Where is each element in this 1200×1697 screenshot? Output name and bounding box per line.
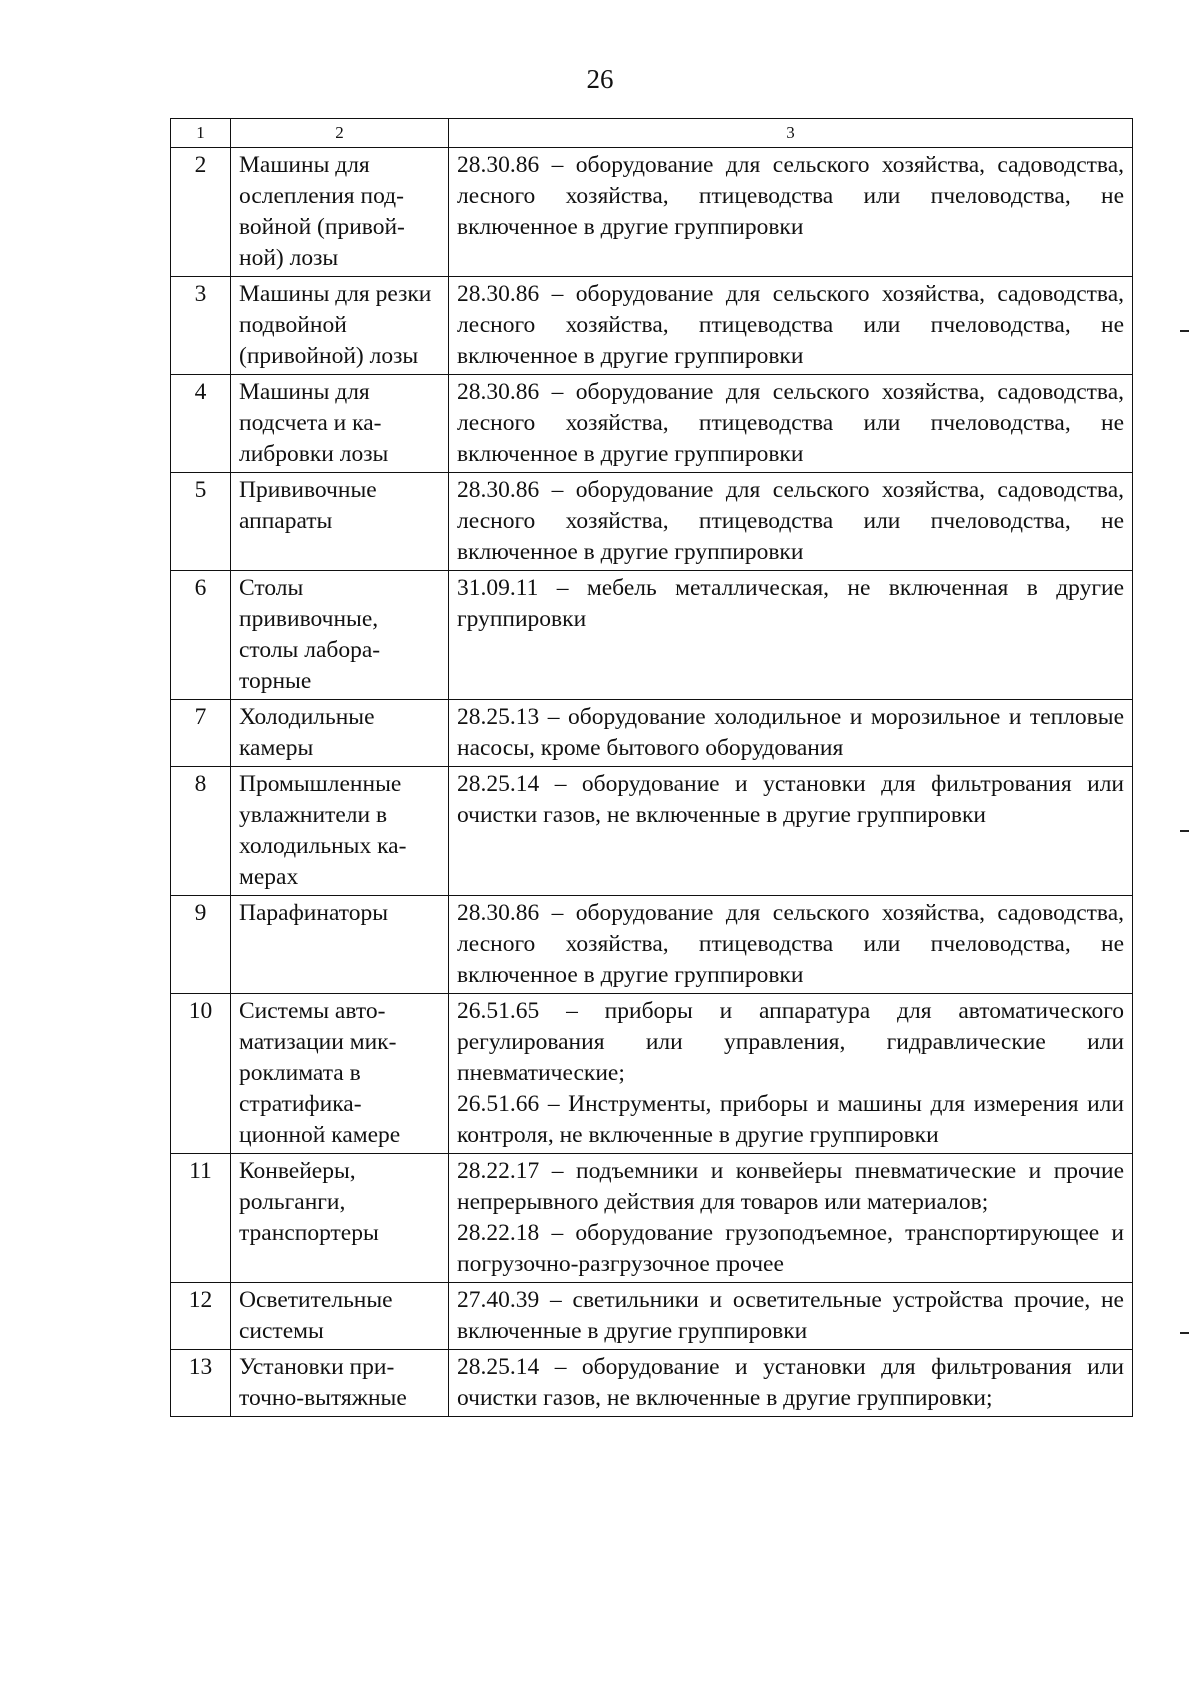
- okpd-code-entry: 26.51.65 – приборы и аппаратура для автоматического регулирования или управления, гидравлические или пневматические;: [457, 998, 1124, 1086]
- okpd-code-entry: 31.09.11 – мебель металлическая, не включенная в другие группировки: [457, 575, 1124, 632]
- okpd-codes: [449, 277, 1133, 375]
- equipment-name: Осветительные системы: [231, 1283, 449, 1350]
- row-number: 11: [171, 1154, 231, 1283]
- row-number: 5: [171, 473, 231, 571]
- row-number: 4: [171, 375, 231, 473]
- row-number: 13: [171, 1350, 231, 1417]
- okpd-codes: [449, 1154, 1133, 1283]
- table-header-row: [171, 119, 1133, 148]
- row-number: 9: [171, 896, 231, 994]
- row-number: 12: [171, 1283, 231, 1350]
- okpd-code-entry: 28.30.86 – оборудование для сельского хозяйства, садоводства, лесного хозяйства, птицеводства или пчеловодства, не включенное в другие группировки: [457, 900, 1124, 988]
- okpd-codes: [449, 375, 1133, 473]
- equipment-name: Машины для подсчета и калибровки лозы: [231, 375, 449, 473]
- row-number: 3: [171, 277, 231, 375]
- okpd-codes: [449, 700, 1133, 767]
- okpd-codes: [449, 473, 1133, 571]
- row-number: 8: [171, 767, 231, 896]
- equipment-name: Установки приточно-вытяжные: [231, 1350, 449, 1417]
- equipment-name: Столы прививочные, столы лабораторные: [231, 571, 449, 700]
- equipment-name: Парафинаторы: [231, 896, 449, 994]
- page-number: 26: [586, 64, 614, 94]
- equipment-table: [170, 118, 1133, 1417]
- okpd-codes: [449, 994, 1133, 1154]
- okpd-code-entry: 28.25.13 – оборудование холодильное и морозильное и тепловые насосы, кроме бытового оборудования: [457, 704, 1124, 761]
- column-header-3: 3: [449, 119, 1133, 148]
- okpd-code-entry: 28.22.17 – подъемники и конвейеры пневматические и прочие непрерывного действия для товаров или материалов;: [457, 1158, 1124, 1215]
- column-header-2: 2: [231, 119, 449, 148]
- equipment-name: Прививочные аппараты: [231, 473, 449, 571]
- okpd-code-entry: 28.30.86 – оборудование для сельского хозяйства, садоводства, лесного хозяйства, птицеводства или пчеловодства, не включенное в другие группировки: [457, 281, 1124, 369]
- okpd-code-entry: 28.30.86 – оборудование для сельского хозяйства, садоводства, лесного хозяйства, птицеводства или пчеловодства, не включенное в другие группировки: [457, 477, 1124, 565]
- table-row: [171, 277, 1133, 375]
- table-row: [171, 896, 1133, 994]
- equipment-name: Холодильные камеры: [231, 700, 449, 767]
- table-row: [171, 148, 1133, 277]
- margin-mark: [1180, 830, 1189, 832]
- okpd-code-entry: 28.25.14 – оборудование и установки для фильтрования или очистки газов, не включенные в другие группировки: [457, 771, 1124, 828]
- okpd-codes: [449, 896, 1133, 994]
- table-row: [171, 571, 1133, 700]
- row-number: 6: [171, 571, 231, 700]
- okpd-code-entry: 27.40.39 – светильники и осветительные устройства прочие, не включенные в другие группировки: [457, 1287, 1124, 1344]
- okpd-code-entry: 26.51.66 – Инструменты, приборы и машины для измерения или контроля, не включенные в другие группировки: [457, 1091, 1124, 1148]
- equipment-name: Машины для резки подвойной (привойной) лозы: [231, 277, 449, 375]
- okpd-codes: [449, 571, 1133, 700]
- column-header-1: 1: [171, 119, 231, 148]
- table-row: [171, 994, 1133, 1154]
- okpd-code-entry: 28.22.18 – оборудование грузоподъемное, транспортирующее и погрузочно-разгрузочное прочее: [457, 1220, 1124, 1277]
- equipment-name: Системы автоматизации микроклимата в стратификационной камере: [231, 994, 449, 1154]
- row-number: 10: [171, 994, 231, 1154]
- okpd-code-entry: 28.30.86 – оборудование для сельского хозяйства, садоводства, лесного хозяйства, птицеводства или пчеловодства, не включенное в другие группировки: [457, 379, 1124, 467]
- okpd-codes: [449, 767, 1133, 896]
- okpd-codes: [449, 1283, 1133, 1350]
- table-row: [171, 1154, 1133, 1283]
- okpd-codes: [449, 148, 1133, 277]
- row-number: 2: [171, 148, 231, 277]
- okpd-code-entry: 28.25.14 – оборудование и установки для фильтрования или очистки газов, не включенные в другие группировки;: [457, 1354, 1124, 1411]
- table-body: [171, 148, 1133, 1417]
- margin-mark: [1180, 1332, 1189, 1334]
- equipment-name: Промышленные увлажнители в холодильных камерах: [231, 767, 449, 896]
- margin-mark: [1180, 330, 1189, 332]
- table-row: [171, 767, 1133, 896]
- okpd-code-entry: 28.30.86 – оборудование для сельского хозяйства, садоводства, лесного хозяйства, птицеводства или пчеловодства, не включенное в другие группировки: [457, 152, 1124, 240]
- table-row: [171, 700, 1133, 767]
- okpd-codes: [449, 1350, 1133, 1417]
- table-row: [171, 1283, 1133, 1350]
- row-number: 7: [171, 700, 231, 767]
- table-row: [171, 1350, 1133, 1417]
- table-row: [171, 375, 1133, 473]
- equipment-name: Конвейеры, рольганги, транспортеры: [231, 1154, 449, 1283]
- equipment-name: Машины для ослепления подвойной (привойной) лозы: [231, 148, 449, 277]
- table-row: [171, 473, 1133, 571]
